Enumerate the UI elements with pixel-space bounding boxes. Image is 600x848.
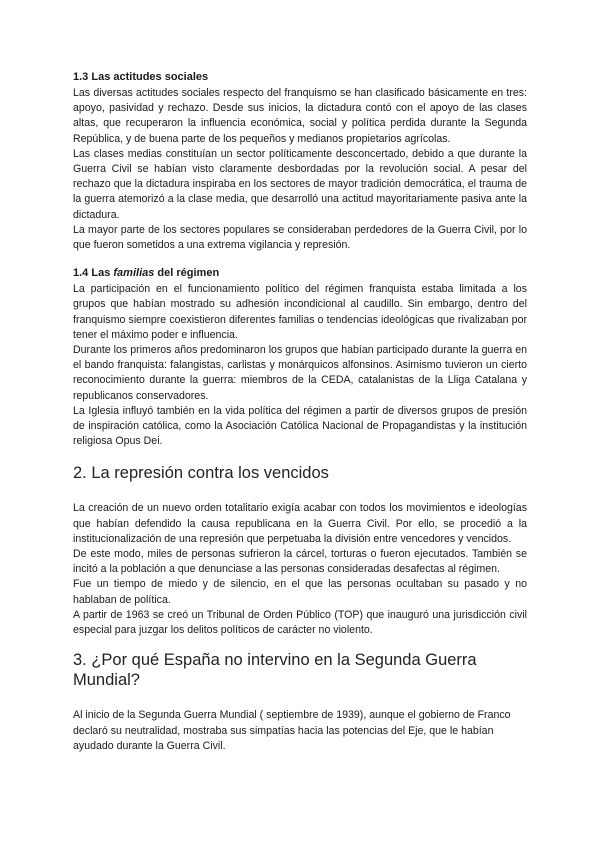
paragraph: Las clases medias constituían un sector políticamente desconcertado, debido a que durante la Guerra Civil se habían visto claramente desbordadas por la revolución social. A pesar del rechazo que la dictadura inspiraba en los sectores de mayor tradición democrática, el trauma de la guerra atemorizó a la clase media, que desarrolló una actitud mayoritariamente pasiva ante la dictadura. (73, 147, 527, 221)
section-1-4-heading (73, 266, 527, 281)
section-1-3-number: 1.3 (73, 71, 89, 83)
paragraph: La mayor parte de los sectores populares se consideraban perdedores de la Guerra Civil, por lo que fueron sometidos a una extrema vigilancia y represión. (73, 223, 527, 252)
paragraph: La Iglesia influyó también en la vida política del régimen a partir de diversos grupos de presión de inspiración católica, como la Asociación Católica Nacional de Propagandistas y la institución religiosa Opus Dei. (73, 404, 527, 448)
paragraph: Al inicio de la Segunda Guerra Mundial ( septiembre de 1939), aunque el gobierno de Franco declaró su neutralidad, mostraba sus simpatías hacia las potencias del Eje, que le habían ayudado durante la Guerra Civil. (73, 709, 511, 752)
paragraph: A partir de 1963 se creó un Tribunal de Orden Público (TOP) que inauguró una jurisdicción civil especial para juzgar los delitos políticos de carácter no violento. (73, 608, 527, 637)
paragraph: La creación de un nuevo orden totalitario exigía acabar con todos los movimientos e ideologías que habían defendido la causa republicana en la Guerra Civil. Por ello, se procedió a la institucionalización de una represión que perpetuaba la división entre vencedores y vencidos. (73, 502, 527, 545)
section-3-heading: 3. ¿Por qué España no intervino en la Segunda Guerra Mundial? (73, 651, 477, 690)
section-1-4-title-pre: Las (91, 267, 111, 280)
document-content (73, 70, 527, 754)
section-1-3 (73, 70, 527, 253)
paragraph: Durante los primeros años predominaron los grupos que habían participado durante la guerra en el bando franquista: falangistas, carlistas y monárquicos alfonsinos. Asimismo tuvieron un cierto reconocimiento durante la guerra: miembros de la CEDA, catalanistas de la Lliga Catalana y republicanos conservadores. (73, 344, 527, 402)
section-1-4 (73, 266, 527, 449)
section-1-4-number: 1.4 (73, 267, 89, 280)
section-1-3-heading (73, 70, 527, 85)
paragraph: Las diversas actitudes sociales respecto del franquismo se han clasificado básicamente en tres: apoyo, pasividad y rechazo. Desde sus inicios, la dictadura contó con el apoyo de las clases altas, que recuperaron la influencia económica, social y política perdida durante la Segunda República, y de buena parte de los pequeños y medianos propietarios agrícolas. (73, 87, 527, 145)
section-2-body (73, 501, 527, 638)
paragraph: De este modo, miles de personas sufrieron la cárcel, torturas o fueron ejecutados. También se incitó a la población a que denunciase a las personas consideradas desafectas al régimen. (73, 548, 527, 576)
section-2-heading: 2. La represión contra los vencidos (73, 464, 329, 483)
section-3-body (73, 708, 527, 754)
section-1-3-title: Las actitudes sociales (91, 71, 209, 83)
paragraph: Fue un tiempo de miedo y de silencio, en el que las personas ocultaban su pasado y no hablaban de política. (73, 578, 527, 606)
section-1-4-title-emphasis: familias (113, 267, 155, 280)
paragraph: La participación en el funcionamiento político del régimen franquista estaba limitada a los grupos que habían mostrado su adhesión incondicional al caudillo. Sin embargo, dentro del franquismo siempre coexistieron diferentes familias o tendencias ideológicas que rivalizaban por tener el máximo poder e influencia. (73, 283, 527, 341)
section-1-4-title-post: del régimen (157, 267, 220, 280)
